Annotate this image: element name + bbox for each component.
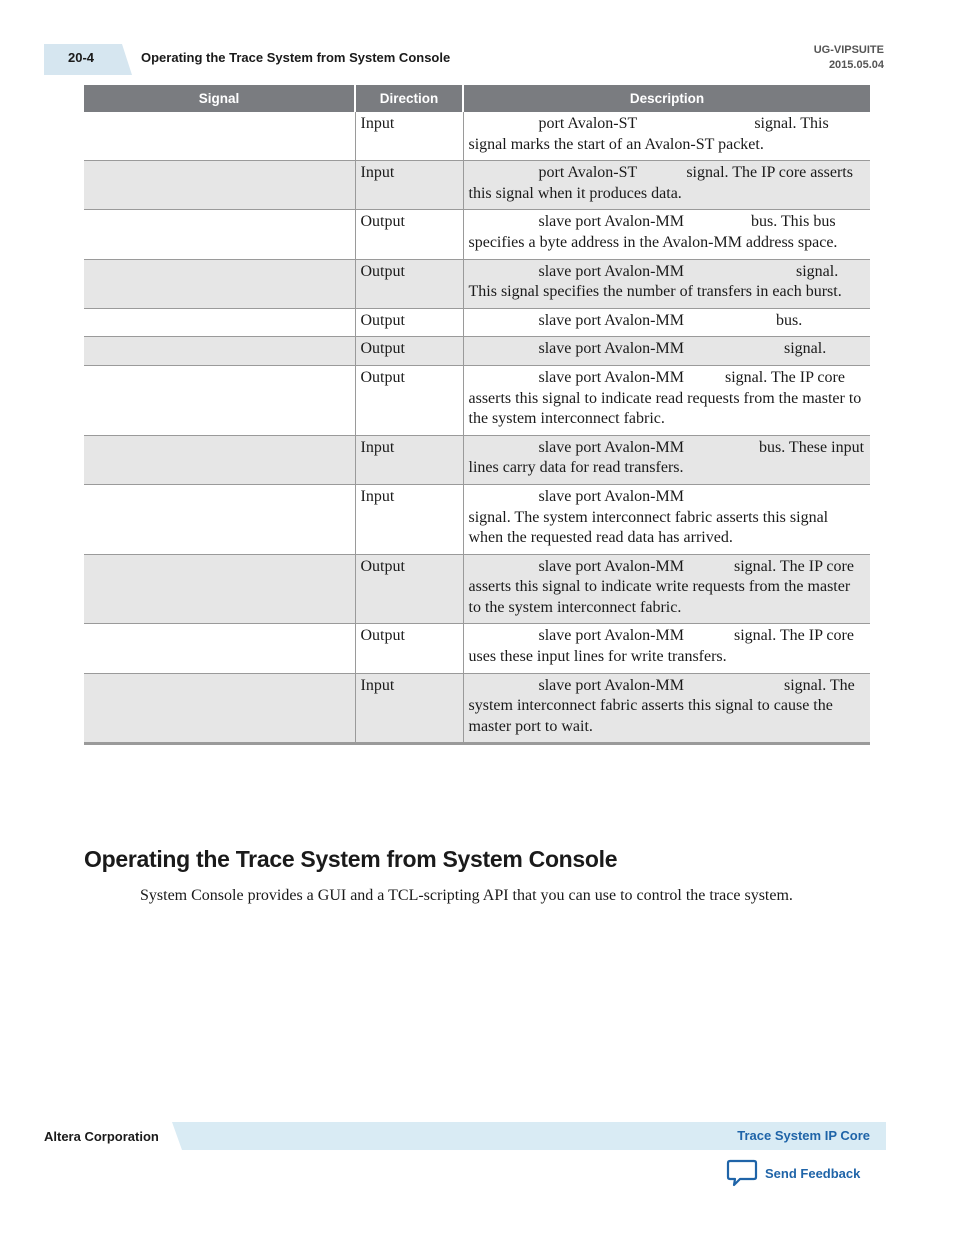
direction-cell: Output [355, 365, 463, 435]
description-text: slave port Avalon-MM [538, 262, 684, 280]
footer-doc-link[interactable]: Trace System IP Core [737, 1128, 870, 1143]
description-text: asserts this signal when it produces data. [468, 164, 853, 202]
signal-cell [84, 259, 355, 308]
direction-cell: Output [355, 337, 463, 366]
direction-cell: Input [355, 673, 463, 744]
description-text: slave port Avalon-MM [538, 368, 684, 386]
signal-cell [84, 337, 355, 366]
signal-cell [84, 210, 355, 259]
signal-cell [84, 112, 355, 161]
description-text: bus. [758, 438, 786, 456]
signal-cell [84, 435, 355, 484]
description-text: signal. The system interconnect fabric asserts this signal when the requested read data has arrived. [468, 508, 829, 547]
table-row [84, 484, 870, 554]
signal-cell [84, 484, 355, 554]
description-text: slave port Avalon-MM [538, 340, 684, 358]
signal-cell [84, 161, 355, 210]
table-row [84, 435, 870, 484]
page-number: 20-4 [67, 50, 95, 65]
description-cell [463, 259, 870, 308]
description-text: signal. [783, 676, 827, 694]
description-cell [463, 210, 870, 259]
signal-table-container [84, 85, 870, 745]
description-text: This signal marks the start of an Avalon-ST packet. [468, 115, 829, 153]
send-feedback-label: Send Feedback [765, 1165, 861, 1181]
description-text: This signal specifies the number of transfers in each burst. [468, 283, 842, 301]
description-cell [463, 112, 870, 161]
speech-bubble-icon [726, 1158, 758, 1188]
send-feedback-link[interactable] [726, 1158, 860, 1188]
table-row [84, 210, 870, 259]
table-body [84, 112, 870, 744]
column-header-direction: Direction [355, 85, 463, 112]
description-text: bus. This [750, 213, 810, 231]
table-row [84, 259, 870, 308]
signal-cell [84, 554, 355, 624]
footer-company: Altera Corporation [44, 1129, 159, 1144]
section-body: System Console provides a GUI and a TCL-scripting API that you can use to control the trace system. [140, 887, 793, 904]
running-title: Operating the Trace System from System Console [141, 50, 451, 65]
direction-cell: Output [355, 210, 463, 259]
table-row [84, 365, 870, 435]
direction-cell: Output [355, 624, 463, 673]
description-text: core asserts this signal to indicate write requests from the master to the system interconnect fabric. [468, 557, 854, 616]
direction-cell: Input [355, 112, 463, 161]
description-text: signal. The IP [724, 368, 814, 386]
table-row [84, 337, 870, 366]
description-text: port Avalon-ST [538, 164, 638, 182]
signal-cell [84, 673, 355, 744]
description-text: bus. [775, 311, 803, 329]
table-header-row [84, 85, 870, 112]
description-cell [463, 435, 870, 484]
table-row [84, 308, 870, 337]
signal-table [84, 85, 870, 745]
description-cell [463, 554, 870, 624]
description-text: signal. The IP [733, 627, 823, 645]
signal-cell [84, 308, 355, 337]
table-row [84, 161, 870, 210]
description-text: slave port Avalon-MM [538, 213, 684, 231]
description-text: signal. The IP [733, 557, 823, 575]
description-text: slave port Avalon-MM [538, 557, 684, 575]
description-text: slave port Avalon-MM [538, 487, 684, 505]
table-row [84, 112, 870, 161]
description-cell [463, 365, 870, 435]
description-text: bus specifies a byte address in the Avalon-MM address space. [468, 213, 838, 251]
doc-identifier [814, 43, 884, 73]
description-text: These input lines carry data for read transfers. [468, 438, 865, 477]
signal-cell [84, 624, 355, 673]
description-text: signal. The IP core [686, 164, 807, 182]
description-cell [463, 308, 870, 337]
description-text: signal. [783, 340, 827, 358]
description-cell [463, 673, 870, 744]
description-text: port Avalon-ST [538, 115, 638, 132]
table-row [84, 624, 870, 673]
table-row [84, 673, 870, 744]
description-text: signal. [754, 115, 797, 132]
description-cell [463, 624, 870, 673]
description-text: slave port Avalon-MM [538, 676, 684, 694]
table-row [84, 554, 870, 624]
doc-date: 2015.05.04 [828, 59, 884, 71]
description-text: core asserts this signal to indicate read requests from the master to the system interconnect fabric. [468, 368, 862, 428]
description-text: slave port Avalon-MM [538, 311, 684, 329]
direction-cell: Input [355, 484, 463, 554]
description-text: slave port Avalon-MM [538, 627, 684, 645]
description-text: slave port Avalon-MM [538, 438, 684, 456]
description-text: signal. [795, 262, 839, 280]
direction-cell: Output [355, 554, 463, 624]
direction-cell: Input [355, 435, 463, 484]
column-header-signal: Signal [84, 85, 355, 112]
direction-cell: Output [355, 259, 463, 308]
description-cell [463, 337, 870, 366]
section-heading: Operating the Trace System from System Console [84, 846, 618, 872]
direction-cell: Output [355, 308, 463, 337]
column-header-description: Description [463, 85, 870, 112]
description-text: core uses these input lines for write transfers. [468, 627, 854, 666]
description-cell [463, 484, 870, 554]
description-text: The system interconnect fabric asserts this signal to cause the master port to wait. [468, 676, 855, 735]
direction-cell: Input [355, 161, 463, 210]
description-cell [463, 161, 870, 210]
doc-id: UG-VIPSUITE [813, 44, 884, 56]
signal-cell [84, 365, 355, 435]
